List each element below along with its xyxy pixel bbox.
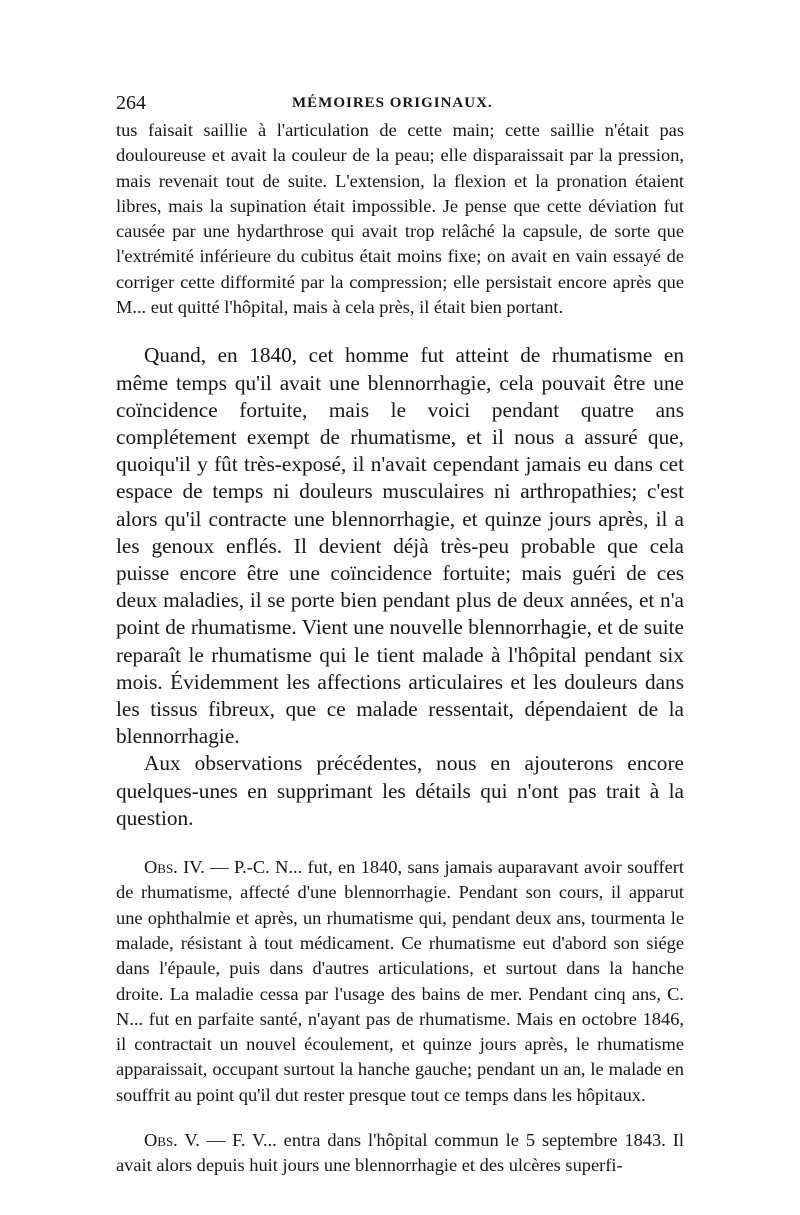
observation-v [116, 1128, 684, 1179]
page-header [116, 92, 684, 118]
paragraph-continuation: tus faisait saillie à l'articulation de cette main; cette saillie n'était pas douloureuse et avait la couleur de la peau; elle disparaissait par la pression, mais revenait tout de suite. L'extension, la flexion et la pronation étaient libres, mais la supination était impossible. Je pense que cette déviation fut causée par une hydarthrose qui avait trop relâché la capsule, de sorte que l'extrémité inférieure du cubitus était moins fixe; on avait en vain essayé de corriger cette difformité par la compression; elle persistait encore après que M... eut quitté l'hôpital, mais à cela près, il était bien portant. [116, 120, 684, 318]
page-number: 264 [116, 92, 146, 114]
paragraph-transition: Aux observations précédentes, nous en ajouterons encore quelques-unes en supprimant les détails qui n'ont pas trait à la question. [116, 751, 684, 830]
running-title: MÉMOIRES ORIGINAUX. [292, 95, 493, 111]
document-page [116, 92, 684, 1179]
observation-text: — P.-C. N... fut, en 1840, sans jamais auparavant avoir souffert de rhumatisme, affecté d'une blennorrhagie. Pendant son cours, il apparut une ophthalmie et après, un rhumatisme qui, pendant deux ans, tourmenta le malade, résistant à tout médicament. Ce rhumatisme eut d'abord son siége dans l'épaule, puis dans d'autres articulations, et surtout dans la hanche droite. La maladie cessa par l'usage des bains de mer. Pendant cinq ans, C. N... fut en parfaite santé, n'ayant pas de rhumatisme. Mais en octobre 1846, il contractait un nouvel écoulement, et quinze jours après, le rhumatisme apparaissait, occupant surtout la hanche gauche; pendant un an, le malade en souffrit au point qu'il dut rester presque tout ce temps dans les hôpitaux. [116, 857, 684, 1105]
observation-text: — F. V... entra dans l'hôpital commun le 5 septembre 1843. Il avait alors depuis huit jours une blennorrhagie et des ulcères superfi- [116, 1130, 684, 1176]
observation-label: Obs. IV. [144, 857, 205, 878]
observation-label: Obs. V. [144, 1130, 200, 1150]
observation-iv [116, 855, 684, 1108]
paragraph-discussion: Quand, en 1840, cet homme fut atteint de rhumatisme en même temps qu'il avait une blennorrhagie, cela pouvait être une coïncidence fortuite, mais le voici pendant quatre ans complétement exempt de rhumatisme, et il nous a assuré que, quoiqu'il y fût très-exposé, il n'avait cependant jamais eu dans cet espace de temps ni douleurs musculaires ni arthropathies; c'est alors qu'il contracte une blennorrhagie, et quinze jours après, il a les genoux enflés. Il devient déjà très-peu probable que cela puisse encore être une coïncidence fortuite; mais guéri de ces deux maladies, il se porte bien pendant plus de deux années, et n'a point de rhumatisme. Vient une nouvelle blennorrhagie, et de suite reparaît le rhumatisme qui le tient malade à l'hôpital pendant six mois. Évidemment les affections articulaires et les douleurs dans les tissus fibreux, que ce malade ressentait, dépendaient de la blennorrhagie. [116, 343, 684, 749]
